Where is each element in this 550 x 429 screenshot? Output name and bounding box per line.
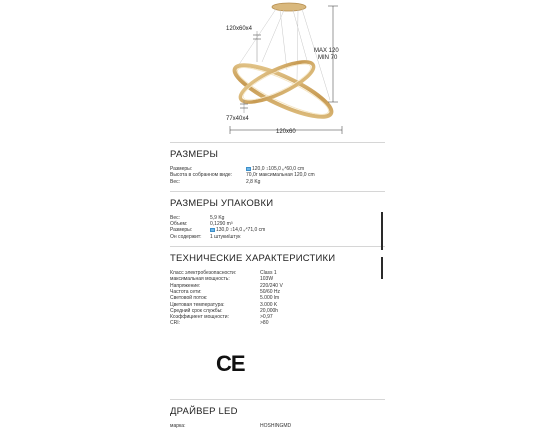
dimensions-row-weight: Вес: 2,8 Kg: [170, 178, 261, 185]
tech-row: Напряжение: 220/240 V: [170, 282, 283, 289]
tech-rows: [170, 270, 385, 327]
dimensions-title: РАЗМЕРЫ: [170, 149, 219, 160]
diagonal-arrow-icon: ⤢: [243, 227, 248, 234]
divider: [170, 399, 385, 400]
ceiling-canopy: [272, 3, 306, 11]
packaging-section: [170, 198, 385, 240]
driver-section: [170, 406, 385, 429]
packaging-row-size: Размеры: 130,0 ↕14,0 ⤢71,0 cm: [170, 227, 266, 234]
divider: [170, 142, 385, 143]
max-height-label: MAX 120: [314, 48, 339, 54]
tech-row: Средний срок службы: 20,000h: [170, 307, 279, 314]
min-height-label: MIN 70: [318, 55, 338, 61]
driver-row-brand: марка: HOSHINGMD: [170, 422, 292, 429]
tech-title: ТЕХНИЧЕСКИЕ ХАРАКТЕРИСТИКИ: [170, 253, 336, 265]
packaging-rows: [170, 215, 385, 240]
packaging-title: РАЗМЕРЫ УПАКОВКИ: [170, 197, 274, 209]
dimensions-icon: [210, 228, 215, 232]
top-bar-label: 120x60x4: [226, 26, 253, 32]
height-arrow-icon: ↕: [265, 166, 269, 172]
dimensions-section: [170, 149, 385, 185]
lamp-diagram: [0, 0, 550, 142]
tech-row: Коэффициент мощности: >0,97: [170, 314, 273, 321]
divider: [170, 191, 385, 192]
bottom-bar-label: 77x40x4: [226, 116, 249, 122]
packaging-row-weight: Вес: 5,9 Kg: [170, 214, 225, 221]
height-arrow-icon: ↕: [229, 227, 233, 234]
tech-row: Частота сети: 50/60 Hz: [170, 288, 281, 295]
spec-content: [170, 142, 385, 429]
tech-section: [170, 253, 385, 327]
tech-row: Класс электробезопасности: Class 1: [170, 270, 277, 277]
tech-row: Цветовая температура: 3.000 K: [170, 301, 278, 308]
driver-title: ДРАЙВЕР LED: [170, 405, 238, 417]
dimensions-rows: [170, 166, 385, 185]
tech-row: CRI: >80: [170, 320, 269, 327]
width-label: 120x60: [276, 129, 296, 135]
tech-row: Световой поток: 5.000 lm: [170, 295, 280, 302]
dimensions-row-height: Высота в собранном виде: 70,0г максимальная 120,0 cm: [170, 172, 315, 179]
tech-row: максимальная мощность: 103W: [170, 276, 274, 283]
scrollbar-thumb[interactable]: [381, 257, 383, 279]
scrollbar-thumb[interactable]: [381, 212, 383, 250]
ce-mark: CE: [216, 351, 245, 376]
divider: [170, 246, 385, 247]
packaging-row-contents: Он содержит: 1 штуки/штук: [170, 233, 241, 240]
diagonal-arrow-icon: ⤢: [282, 166, 287, 172]
packaging-row-volume: Объем: 0,1290 m³: [170, 221, 233, 228]
driver-rows: [170, 423, 385, 429]
dimensions-icon: [246, 167, 251, 171]
dimensions-row-size: Размеры: 120,0 ↕105,0 ⤢60,0 cm: [170, 166, 305, 172]
